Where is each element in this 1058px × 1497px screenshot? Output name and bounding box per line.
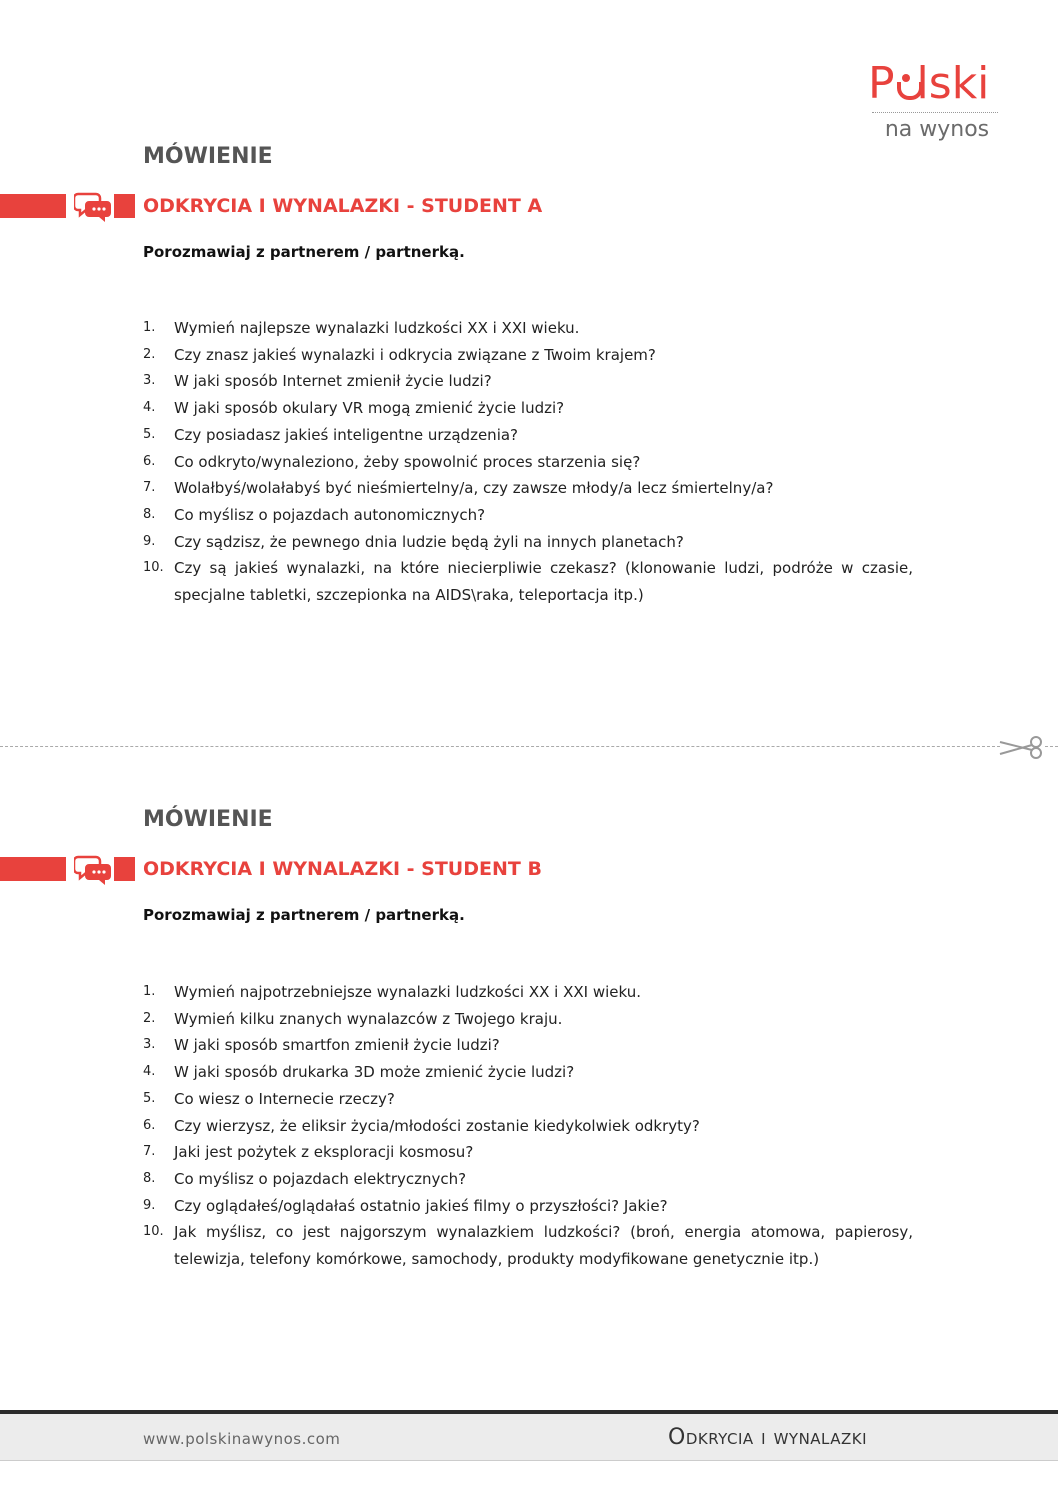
question-number: 2. — [143, 1010, 156, 1026]
question-number: 3. — [143, 373, 156, 389]
speech-bubbles-icon — [74, 853, 112, 885]
scissors-icon — [998, 734, 1044, 760]
question-text: W jaki sposób Internet zmienił życie ludzi? — [174, 372, 492, 391]
question-number: 10. — [143, 560, 164, 576]
question-list-b — [143, 979, 913, 1273]
question-number: 7. — [143, 480, 156, 496]
question-item — [143, 502, 913, 529]
question-item — [143, 475, 913, 502]
question-number: 4. — [143, 400, 156, 416]
question-text: Czy znasz jakieś wynalazki i odkrycia związane z Twoim krajem? — [174, 345, 656, 364]
question-number: 10. — [143, 1224, 164, 1240]
question-number: 9. — [143, 533, 156, 549]
band-square — [114, 194, 135, 218]
question-number: 9. — [143, 1197, 156, 1213]
question-number: 8. — [143, 506, 156, 522]
section-heading-b: MÓWIENIE — [143, 807, 273, 832]
question-item — [143, 1032, 913, 1059]
logo — [868, 58, 1000, 142]
question-item — [143, 395, 913, 422]
question-text: Jaki jest pożytek z eksploracji kosmosu? — [174, 1143, 474, 1162]
question-item — [143, 1059, 913, 1086]
cut-line — [0, 746, 1000, 747]
speech-bubbles-icon — [74, 190, 112, 222]
question-number: 6. — [143, 453, 156, 469]
cut-line-end — [1045, 746, 1058, 747]
question-number: 4. — [143, 1064, 156, 1080]
question-item — [143, 1113, 913, 1140]
question-text: W jaki sposób smartfon zmienił życie ludzi? — [174, 1036, 500, 1055]
question-text: Wymień najpotrzebniejsze wynalazki ludzkości XX i XXI wieku. — [174, 983, 641, 1001]
question-number: 8. — [143, 1170, 156, 1186]
question-item — [143, 979, 913, 1006]
question-number: 7. — [143, 1144, 156, 1160]
section-title-a: ODKRYCIA I WYNALAZKI - STUDENT A — [143, 195, 543, 217]
question-text: Czy sądzisz, że pewnego dnia ludzie będą żyli na innych planetach? — [174, 532, 684, 551]
question-item — [143, 1139, 913, 1166]
question-item — [143, 449, 913, 476]
question-text: W jaki sposób drukarka 3D może zmienić życie ludzi? — [174, 1063, 575, 1082]
band-square — [114, 857, 135, 881]
question-number: 5. — [143, 426, 156, 442]
question-item — [143, 529, 913, 556]
question-item — [143, 368, 913, 395]
question-item — [143, 1006, 913, 1033]
question-number: 2. — [143, 346, 156, 362]
question-text: Wolałbyś/wolałabyś być nieśmiertelny/a, czy zawsze młody/a lecz śmiertelny/a? — [174, 479, 774, 498]
question-item — [143, 342, 913, 369]
question-text: Czy są jakieś wynalazki, na które niecierpliwie czekasz? (klonowanie ludzi, podróże w czasie, specjalne tabletki, szczepionka na AIDS\raka, teleportacja itp.) — [174, 559, 913, 605]
band-bar — [0, 194, 66, 218]
question-item — [143, 555, 913, 608]
question-text: Wymień najlepsze wynalazki ludzkości XX i XXI wieku. — [174, 319, 580, 337]
question-item — [143, 1166, 913, 1193]
question-number: 1. — [143, 984, 156, 999]
question-number: 1. — [143, 320, 156, 335]
question-item — [143, 315, 913, 342]
question-number: 3. — [143, 1037, 156, 1053]
question-number: 6. — [143, 1117, 156, 1133]
question-text: Co myślisz o pojazdach autonomicznych? — [174, 505, 486, 524]
logo-mark-icon — [895, 76, 917, 98]
question-text: Czy wierzysz, że eliksir życia/młodości zostanie kiedykolwiek odkryty? — [174, 1116, 700, 1135]
question-text: Jak myślisz, co jest najgorszym wynalazkiem ludzkości? (broń, energia atomowa, papierosy, telewizja, telefony komórkowe, samochody, produkty modyfikowane genetycznie itp.) — [174, 1223, 913, 1269]
question-item — [143, 422, 913, 449]
question-text: Co odkryto/wynaleziono, żeby spowolnić proces starzenia się? — [174, 452, 641, 471]
section-title-b: ODKRYCIA I WYNALAZKI - STUDENT B — [143, 858, 542, 880]
instruction-a: Porozmawiaj z partnerem / partnerką. — [143, 243, 465, 261]
question-text: Czy oglądałeś/oglądałaś ostatnio jakieś filmy o przyszłości? Jakie? — [174, 1196, 668, 1215]
question-item — [143, 1219, 913, 1272]
logo-divider — [872, 112, 998, 113]
section-heading-a: MÓWIENIE — [143, 144, 273, 169]
question-number: 5. — [143, 1090, 156, 1106]
logo-subtitle: na wynos — [884, 117, 990, 142]
instruction-b: Porozmawiaj z partnerem / partnerką. — [143, 906, 465, 924]
question-text: W jaki sposób okulary VR mogą zmienić życie ludzi? — [174, 399, 565, 418]
question-text: Co wiesz o Internecie rzeczy? — [174, 1089, 395, 1108]
footer-title: Odkrycia i wynalazki — [668, 1425, 868, 1450]
question-text: Co myślisz o pojazdach elektrycznych? — [174, 1169, 467, 1188]
question-text: Wymień kilku znanych wynalazców z Twojego kraju. — [174, 1009, 563, 1028]
question-list-a — [143, 315, 913, 609]
band-bar — [0, 857, 66, 881]
footer-url: www.polskinawynos.com — [143, 1430, 341, 1448]
question-text: Czy posiadasz jakieś inteligentne urządzenia? — [174, 425, 519, 444]
question-item — [143, 1193, 913, 1220]
question-item — [143, 1086, 913, 1113]
logo-wordmark: P lski — [868, 58, 990, 109]
